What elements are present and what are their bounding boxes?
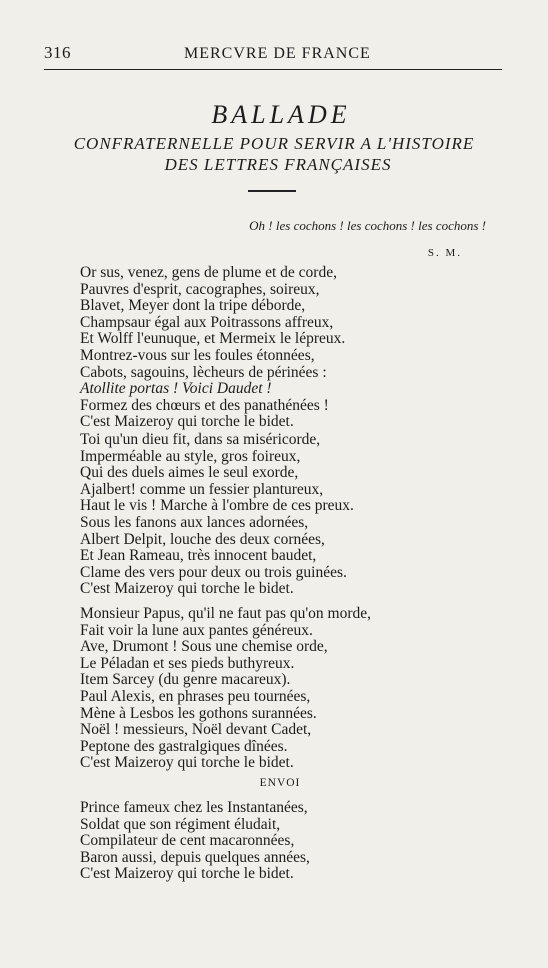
verse-line: Noël ! messieurs, Noël devant Cadet, <box>80 721 312 739</box>
stanza-3 <box>80 606 520 772</box>
verse-line: Mène à Lesbos les gothons surannées. <box>80 704 317 722</box>
verse-line: Et Jean Rameau, très innocent baudet, <box>80 547 317 565</box>
verse-refrain: C'est Maizeroy qui torche le bidet. <box>80 865 294 883</box>
verse-line: Sous les fanons aux lances adornées, <box>80 513 309 531</box>
verse-line: Formez des chœurs et des panathénées ! <box>80 396 329 414</box>
verse-line: Qui des duels aimes le seul exorde, <box>80 464 299 482</box>
envoi-heading: ENVOI <box>259 777 301 789</box>
verse-line: Monsieur Papus, qu'il ne faut pas qu'on morde, <box>80 605 372 622</box>
page-number: 316 <box>44 43 71 62</box>
verse-line: Peptone des gastralgiques dînées. <box>80 737 288 755</box>
epigraph: Oh ! les cochons ! les cochons ! les cochons ! <box>249 218 486 233</box>
verse-line: Soldat que son régiment éludait, <box>80 815 281 833</box>
poem-subtitle-line: DES LETTRES FRANÇAISES <box>164 155 392 174</box>
verse-line: Prince fameux chez les Instantanées, <box>80 799 308 816</box>
verse-line: Atollite portas ! Voici Daudet ! <box>80 380 272 398</box>
verse-line: Le Péladan et ses pieds buthyreux. <box>80 654 295 672</box>
title-rule <box>248 190 296 192</box>
envoi-stanza <box>80 800 520 883</box>
verse-line: Blavet, Meyer dont la tripe déborde, <box>80 297 306 315</box>
stanza-2 <box>80 432 520 598</box>
verse-refrain: C'est Maizeroy qui torche le bidet. <box>80 413 294 431</box>
epigraph-author: S. M. <box>427 247 462 259</box>
verse-line: Ave, Drumont ! Sous une chemise orde, <box>80 638 328 656</box>
verse-line: Ajalbert! comme un fessier plantureux, <box>80 480 324 498</box>
verse-line: Or sus, venez, gens de plume et de corde, <box>80 264 337 281</box>
running-head: MERCVRE DE FRANCE <box>184 45 371 62</box>
verse-line: Montrez-vous sur les foules étonnées, <box>80 346 315 364</box>
verse-line: Imperméable au style, gros foireux, <box>80 447 301 465</box>
stanza-1 <box>80 265 520 431</box>
verse-line: Et Wolff l'eunuque, et Mermeix le lépreux. <box>80 330 346 348</box>
verse-line: Champsaur égal aux Poitrassons affreux, <box>80 313 334 331</box>
poem-subtitle-line: CONFRATERNELLE POUR SERVIR A L'HISTOIRE <box>73 134 475 153</box>
verse-line: Item Sarcey (du genre macareux). <box>80 671 291 689</box>
verse-line: Paul Alexis, en phrases peu tournées, <box>80 687 311 705</box>
verse-line: Clame des vers pour deux ou trois guinées. <box>80 563 347 581</box>
verse-line: Pauvres d'esprit, cacographes, soireux, <box>80 280 320 298</box>
verse-line: Cabots, sagouins, lècheurs de périnées : <box>80 363 327 381</box>
verse-line: Compilateur de cent macaronnées, <box>80 832 295 850</box>
poem-title: BALLADE <box>211 100 351 129</box>
verse-line: Toi qu'un dieu fit, dans sa miséricorde, <box>80 431 321 448</box>
verse-line: Fait voir la lune aux pantes généreux. <box>80 621 313 639</box>
verse-line: Baron aussi, depuis quelques années, <box>80 848 310 866</box>
verse-refrain: C'est Maizeroy qui torche le bidet. <box>80 754 294 772</box>
verse-line: Albert Delpit, louche des deux cornées, <box>80 530 325 548</box>
page-header <box>44 43 502 70</box>
verse-refrain: C'est Maizeroy qui torche le bidet. <box>80 580 294 598</box>
verse-line: Haut le vis ! Marche à l'ombre de ces preux. <box>80 497 354 515</box>
